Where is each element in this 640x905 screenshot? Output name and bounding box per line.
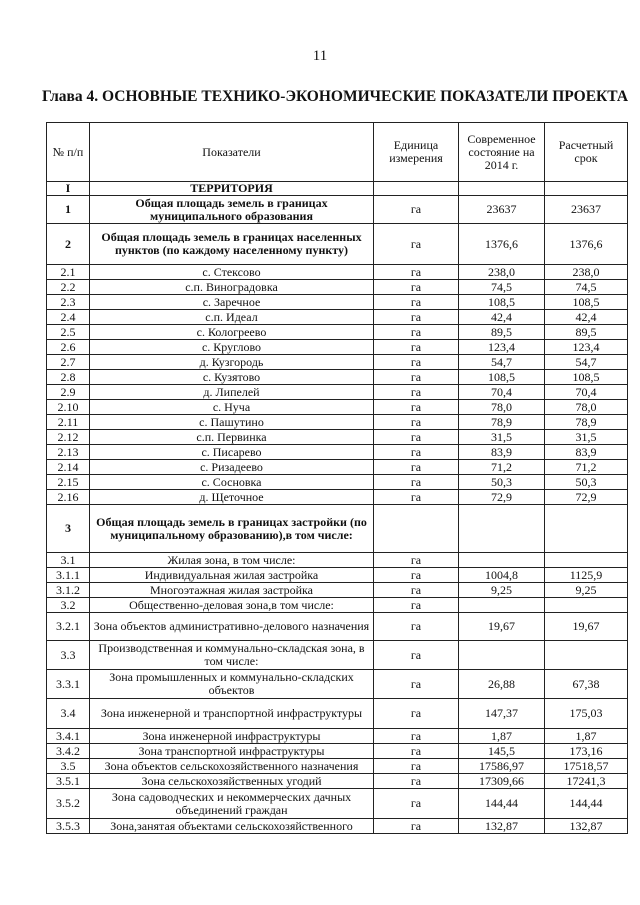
cell-number: 2.4: [47, 310, 90, 325]
cell-indicator: д. Щеточное: [90, 490, 374, 505]
cell-number: 2: [47, 224, 90, 265]
cell-unit: га: [374, 224, 459, 265]
cell-target: 74,5: [545, 280, 628, 295]
table-row: [47, 340, 628, 355]
cell-current: 23637: [459, 196, 545, 224]
cell-number: 2.16: [47, 490, 90, 505]
cell-target: 144,44: [545, 789, 628, 819]
table-row: [47, 759, 628, 774]
chapter-heading: Глава 4. ОСНОВНЫЕ ТЕХНИКО-ЭКОНОМИЧЕСКИЕ ПОКАЗАТЕЛИ ПРОЕКТА: [41, 88, 629, 105]
cell-unit: га: [374, 819, 459, 834]
cell-current: 1376,6: [459, 224, 545, 265]
table-row: [47, 553, 628, 568]
cell-number: 3.4.1: [47, 729, 90, 744]
cell-unit: га: [374, 490, 459, 505]
cell-indicator: Зона инженерной инфраструктуры: [90, 729, 374, 744]
table-row: [47, 325, 628, 340]
column-header-current: Современное состояние на 2014 г.: [459, 123, 545, 182]
table-row: [47, 182, 628, 196]
cell-target: 83,9: [545, 445, 628, 460]
cell-current: 50,3: [459, 475, 545, 490]
cell-current: [459, 553, 545, 568]
table-row: [47, 355, 628, 370]
cell-indicator: с. Заречное: [90, 295, 374, 310]
cell-current: 19,67: [459, 613, 545, 641]
cell-number: 2.13: [47, 445, 90, 460]
cell-target: 42,4: [545, 310, 628, 325]
cell-unit: га: [374, 789, 459, 819]
table-row: [47, 295, 628, 310]
table-header-row: [47, 123, 628, 182]
cell-number: 3.1: [47, 553, 90, 568]
table-row: [47, 370, 628, 385]
cell-unit: га: [374, 568, 459, 583]
cell-indicator: с.п. Первинка: [90, 430, 374, 445]
table-row: [47, 475, 628, 490]
table-row: [47, 460, 628, 475]
cell-current: 108,5: [459, 370, 545, 385]
cell-number: 3.5: [47, 759, 90, 774]
cell-number: 2.8: [47, 370, 90, 385]
cell-unit: га: [374, 400, 459, 415]
cell-unit: га: [374, 310, 459, 325]
cell-number: 3.5.3: [47, 819, 90, 834]
cell-number: 3.1.1: [47, 568, 90, 583]
cell-target: 123,4: [545, 340, 628, 355]
cell-number: 3.2: [47, 598, 90, 613]
cell-indicator: Общественно-деловая зона,в том числе:: [90, 598, 374, 613]
cell-indicator: д. Кузгородь: [90, 355, 374, 370]
cell-number: 3.2.1: [47, 613, 90, 641]
cell-number: 2.9: [47, 385, 90, 400]
cell-current: 145,5: [459, 744, 545, 759]
cell-unit: га: [374, 415, 459, 430]
cell-number: 2.10: [47, 400, 90, 415]
table-row: [47, 699, 628, 729]
cell-target: 50,3: [545, 475, 628, 490]
cell-indicator: с. Нуча: [90, 400, 374, 415]
cell-indicator: с.п. Виноградовка: [90, 280, 374, 295]
cell-number: 3.4.2: [47, 744, 90, 759]
cell-target: 17518,57: [545, 759, 628, 774]
cell-indicator: Зона,занятая объектами сельскохозяйственного: [90, 819, 374, 834]
cell-indicator: Зона объектов сельскохозяйственного назначения: [90, 759, 374, 774]
column-header-target: Расчетный срок: [545, 123, 628, 182]
cell-current: [459, 598, 545, 613]
cell-current: 89,5: [459, 325, 545, 340]
cell-unit: га: [374, 325, 459, 340]
cell-target: 67,38: [545, 670, 628, 699]
table-row: [47, 505, 628, 553]
cell-unit: га: [374, 196, 459, 224]
cell-indicator: с. Круглово: [90, 340, 374, 355]
table-row: [47, 819, 628, 834]
table-row: [47, 744, 628, 759]
cell-unit: га: [374, 460, 459, 475]
cell-current: 1004,8: [459, 568, 545, 583]
cell-indicator: Зона транспортной инфраструктуры: [90, 744, 374, 759]
cell-target: 17241,3: [545, 774, 628, 789]
cell-target: 72,9: [545, 490, 628, 505]
cell-current: 54,7: [459, 355, 545, 370]
cell-number: 3: [47, 505, 90, 553]
cell-current: 70,4: [459, 385, 545, 400]
cell-number: 2.3: [47, 295, 90, 310]
cell-indicator: с. Пашутино: [90, 415, 374, 430]
cell-target: 19,67: [545, 613, 628, 641]
cell-number: 3.4: [47, 699, 90, 729]
cell-number: 3.3: [47, 641, 90, 670]
cell-number: 2.12: [47, 430, 90, 445]
cell-current: 17309,66: [459, 774, 545, 789]
cell-current: 72,9: [459, 490, 545, 505]
cell-number: 2.1: [47, 265, 90, 280]
cell-indicator: Многоэтажная жилая застройка: [90, 583, 374, 598]
cell-unit: га: [374, 340, 459, 355]
cell-target: [545, 505, 628, 553]
cell-indicator: с. Кузятово: [90, 370, 374, 385]
cell-target: 108,5: [545, 370, 628, 385]
cell-current: [459, 505, 545, 553]
cell-unit: га: [374, 265, 459, 280]
cell-number: 3.3.1: [47, 670, 90, 699]
table-body: [47, 182, 628, 834]
indicators-table: [46, 122, 628, 834]
cell-indicator: ТЕРРИТОРИЯ: [90, 182, 374, 196]
cell-current: 42,4: [459, 310, 545, 325]
cell-number: 3.5.1: [47, 774, 90, 789]
cell-unit: га: [374, 445, 459, 460]
cell-number: I: [47, 182, 90, 196]
cell-target: 9,25: [545, 583, 628, 598]
table-row: [47, 729, 628, 744]
table-row: [47, 310, 628, 325]
cell-indicator: Зона сельскохозяйственных угодий: [90, 774, 374, 789]
cell-target: 54,7: [545, 355, 628, 370]
cell-number: 2.6: [47, 340, 90, 355]
cell-indicator: с. Стексово: [90, 265, 374, 280]
cell-current: 1,87: [459, 729, 545, 744]
cell-current: 78,0: [459, 400, 545, 415]
cell-unit: га: [374, 729, 459, 744]
cell-unit: га: [374, 355, 459, 370]
table-row: [47, 224, 628, 265]
cell-current: 123,4: [459, 340, 545, 355]
cell-current: 132,87: [459, 819, 545, 834]
cell-number: 3.1.2: [47, 583, 90, 598]
cell-unit: га: [374, 759, 459, 774]
cell-unit: га: [374, 613, 459, 641]
cell-indicator: с. Писарево: [90, 445, 374, 460]
cell-target: [545, 182, 628, 196]
cell-target: 108,5: [545, 295, 628, 310]
cell-current: 26,88: [459, 670, 545, 699]
table-row: [47, 613, 628, 641]
cell-target: 1,87: [545, 729, 628, 744]
cell-target: 31,5: [545, 430, 628, 445]
cell-indicator: Общая площадь земель в границах населенных пунктов (по каждому населенному пункту): [90, 224, 374, 265]
cell-current: 71,2: [459, 460, 545, 475]
table-row: [47, 641, 628, 670]
cell-indicator: Зона садоводческих и некоммерческих дачных объединений граждан: [90, 789, 374, 819]
cell-target: [545, 553, 628, 568]
cell-target: 89,5: [545, 325, 628, 340]
cell-target: 1376,6: [545, 224, 628, 265]
table-row: [47, 670, 628, 699]
cell-target: [545, 641, 628, 670]
cell-indicator: Зона объектов административно-делового назначения: [90, 613, 374, 641]
cell-current: 9,25: [459, 583, 545, 598]
table-row: [47, 583, 628, 598]
cell-unit: га: [374, 670, 459, 699]
cell-indicator: д. Липелей: [90, 385, 374, 400]
cell-unit: [374, 182, 459, 196]
cell-target: [545, 598, 628, 613]
cell-current: 74,5: [459, 280, 545, 295]
cell-number: 2.5: [47, 325, 90, 340]
cell-unit: га: [374, 475, 459, 490]
cell-current: 83,9: [459, 445, 545, 460]
table-row: [47, 265, 628, 280]
cell-number: 3.5.2: [47, 789, 90, 819]
cell-unit: га: [374, 295, 459, 310]
cell-target: 78,0: [545, 400, 628, 415]
cell-target: 173,16: [545, 744, 628, 759]
column-header-number: № п/п: [47, 123, 90, 182]
cell-indicator: Общая площадь земель в границах застройки (по муниципальному образованию),в том числе:: [90, 505, 374, 553]
cell-current: 108,5: [459, 295, 545, 310]
table-row: [47, 598, 628, 613]
cell-target: 238,0: [545, 265, 628, 280]
cell-target: 132,87: [545, 819, 628, 834]
page-number: 11: [312, 48, 328, 64]
cell-indicator: Зона инженерной и транспортной инфраструктуры: [90, 699, 374, 729]
cell-indicator: Производственная и коммунально-складская зона, в том числе:: [90, 641, 374, 670]
cell-unit: га: [374, 774, 459, 789]
cell-number: 1: [47, 196, 90, 224]
cell-unit: га: [374, 699, 459, 729]
table-row: [47, 400, 628, 415]
column-header-unit: Единица измерения: [374, 123, 459, 182]
table-row: [47, 568, 628, 583]
cell-target: 71,2: [545, 460, 628, 475]
table-row: [47, 445, 628, 460]
cell-unit: га: [374, 370, 459, 385]
cell-indicator: Зона промышленных и коммунально-складских объектов: [90, 670, 374, 699]
cell-number: 2.2: [47, 280, 90, 295]
cell-indicator: с. Кологреево: [90, 325, 374, 340]
cell-current: 147,37: [459, 699, 545, 729]
table-row: [47, 430, 628, 445]
cell-number: 2.11: [47, 415, 90, 430]
cell-current: [459, 641, 545, 670]
cell-target: 78,9: [545, 415, 628, 430]
cell-indicator: Общая площадь земель в границах муниципального образования: [90, 196, 374, 224]
cell-target: 70,4: [545, 385, 628, 400]
cell-current: 17586,97: [459, 759, 545, 774]
cell-indicator: Жилая зона, в том числе:: [90, 553, 374, 568]
table-row: [47, 385, 628, 400]
table-row: [47, 774, 628, 789]
table-row: [47, 196, 628, 224]
cell-unit: га: [374, 583, 459, 598]
cell-current: 238,0: [459, 265, 545, 280]
column-header-indicator: Показатели: [90, 123, 374, 182]
cell-current: 31,5: [459, 430, 545, 445]
cell-target: 23637: [545, 196, 628, 224]
cell-unit: га: [374, 744, 459, 759]
cell-indicator: с. Ризадеево: [90, 460, 374, 475]
cell-unit: га: [374, 385, 459, 400]
cell-current: 144,44: [459, 789, 545, 819]
cell-unit: га: [374, 553, 459, 568]
cell-unit: га: [374, 280, 459, 295]
cell-number: 2.15: [47, 475, 90, 490]
cell-current: [459, 182, 545, 196]
cell-indicator: Индивидуальная жилая застройка: [90, 568, 374, 583]
table-row: [47, 789, 628, 819]
cell-current: 78,9: [459, 415, 545, 430]
cell-unit: га: [374, 641, 459, 670]
cell-target: 175,03: [545, 699, 628, 729]
table-row: [47, 280, 628, 295]
cell-number: 2.14: [47, 460, 90, 475]
cell-unit: га: [374, 598, 459, 613]
table-row: [47, 490, 628, 505]
cell-number: 2.7: [47, 355, 90, 370]
table-row: [47, 415, 628, 430]
cell-unit: га: [374, 430, 459, 445]
cell-unit: [374, 505, 459, 553]
cell-indicator: с.п. Идеал: [90, 310, 374, 325]
cell-target: 1125,9: [545, 568, 628, 583]
cell-indicator: с. Сосновка: [90, 475, 374, 490]
